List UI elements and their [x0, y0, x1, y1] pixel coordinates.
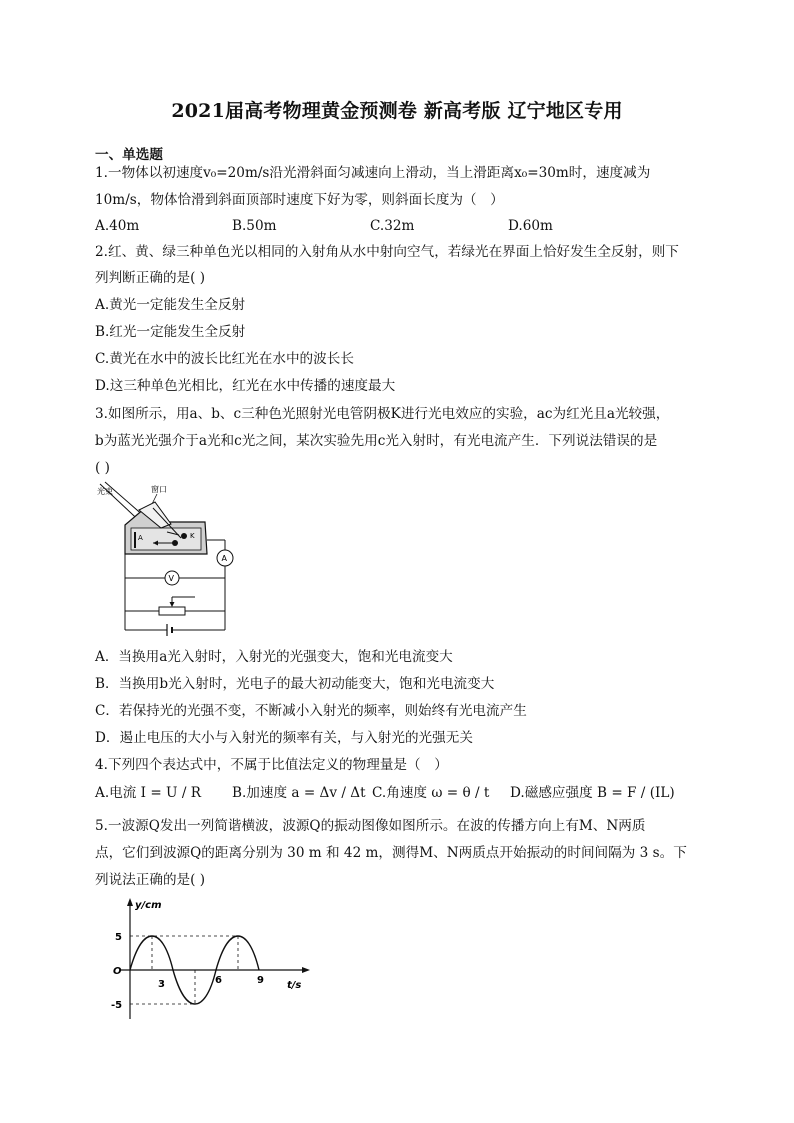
q2-option-b: B.红光一定能发生全反射 [95, 324, 246, 340]
q4-option-b: B.加速度 a = Δv / Δt [232, 785, 366, 801]
q1-option-d: D.60m [508, 218, 553, 234]
q4-option-d: D.磁感应强度 B = F / (IL) [510, 785, 675, 801]
q1-option-c: C.32m [370, 218, 415, 234]
graph-x-label: t/s [287, 980, 302, 991]
q1-text-line1: 1.一物体以初速度v₀=20m/s沿光滑斜面匀减速向上滑动，当上滑距离x₀=30m时，速度减为 [95, 165, 651, 181]
q3-option-b: B．当换用b光入射时，光电子的最大初动能变大，饱和光电流变大 [95, 676, 495, 692]
label-cathode: K [190, 532, 195, 540]
graph-x-tick-3: 3 [158, 979, 165, 990]
graph-y-label: y/cm [135, 900, 162, 911]
graph-x-tick-6: 6 [215, 975, 222, 986]
q1-option-a: A.40m [95, 218, 140, 234]
vibration-graph [105, 895, 315, 1025]
q2-option-d: D.这三种单色光相比，红光在水中传播的速度最大 [95, 378, 396, 394]
graph-x-tick-9: 9 [257, 975, 264, 986]
q4-option-c: C.角速度 ω = θ / t [372, 785, 490, 801]
q2-option-c: C.黄光在水中的波长比红光在水中的波长长 [95, 351, 354, 367]
q1-text-line2: 10m/s，物体恰滑到斜面顶部时速度下好为零，则斜面长度为（ ） [95, 192, 504, 208]
q3-option-a: A．当换用a光入射时，入射光的光强变大，饱和光电流变大 [95, 649, 453, 665]
q3-option-d: D．遏止电压的大小与入射光的频率有关，与入射光的光强无关 [95, 730, 473, 746]
q3-option-c: C．若保持光的光强不变，不断减小入射光的频率，则始终有光电流产生 [95, 703, 527, 719]
q3-text-line2: b为蓝光光强介于a光和c光之间，某次实验先用c光入射时，有光电流产生．下列说法错误的是 [95, 433, 658, 449]
q4-option-a: A.电流 I = U / R [95, 785, 201, 801]
q5-text-line1: 5.一波源Q发出一列简谐横波，波源Q的振动图像如图所示。在波的传播方向上有M、N两质 [95, 818, 646, 834]
q1-option-b: B.50m [232, 218, 277, 234]
q2-text-line2: 列判断正确的是( ) [95, 270, 206, 286]
q5-text-line3: 列说法正确的是( ) [95, 872, 206, 888]
graph-y-tick-pos: 5 [115, 932, 122, 943]
q4-text-line1: 4.下列四个表达式中，不属于比值法定义的物理量是（ ） [95, 757, 448, 773]
section-heading: 一、单选题 [95, 147, 163, 163]
voltmeter-label: V [168, 574, 174, 583]
q3-text-line1: 3.如图所示，用a、b、c三种色光照射光电管阴极K进行光电效应的实验，ac为红光且a光较强， [95, 406, 670, 422]
label-anode: A [138, 534, 143, 542]
page-title: 2021届高考物理黄金预测卷 新高考版 辽宁地区专用 [171, 100, 623, 122]
graph-origin: O [113, 966, 122, 977]
q3-text-line3: ( ) [95, 460, 110, 476]
photoelectric-circuit-figure [95, 480, 245, 640]
label-beam: 光束 [97, 487, 113, 496]
ammeter-label: A [221, 554, 227, 563]
label-window: 窗口 [151, 485, 167, 494]
q5-text-line2: 点，它们到波源Q的距离分别为 30 m 和 42 m，测得M、N两质点开始振动的时间间隔为 3 s。下 [95, 845, 687, 861]
q2-text-line1: 2.红、黄、绿三种单色光以相同的入射角从水中射向空气，若绿光在界面上恰好发生全反射，则下 [95, 244, 679, 260]
graph-y-tick-neg: -5 [111, 1000, 123, 1011]
q2-option-a: A.黄光一定能发生全反射 [95, 297, 246, 313]
